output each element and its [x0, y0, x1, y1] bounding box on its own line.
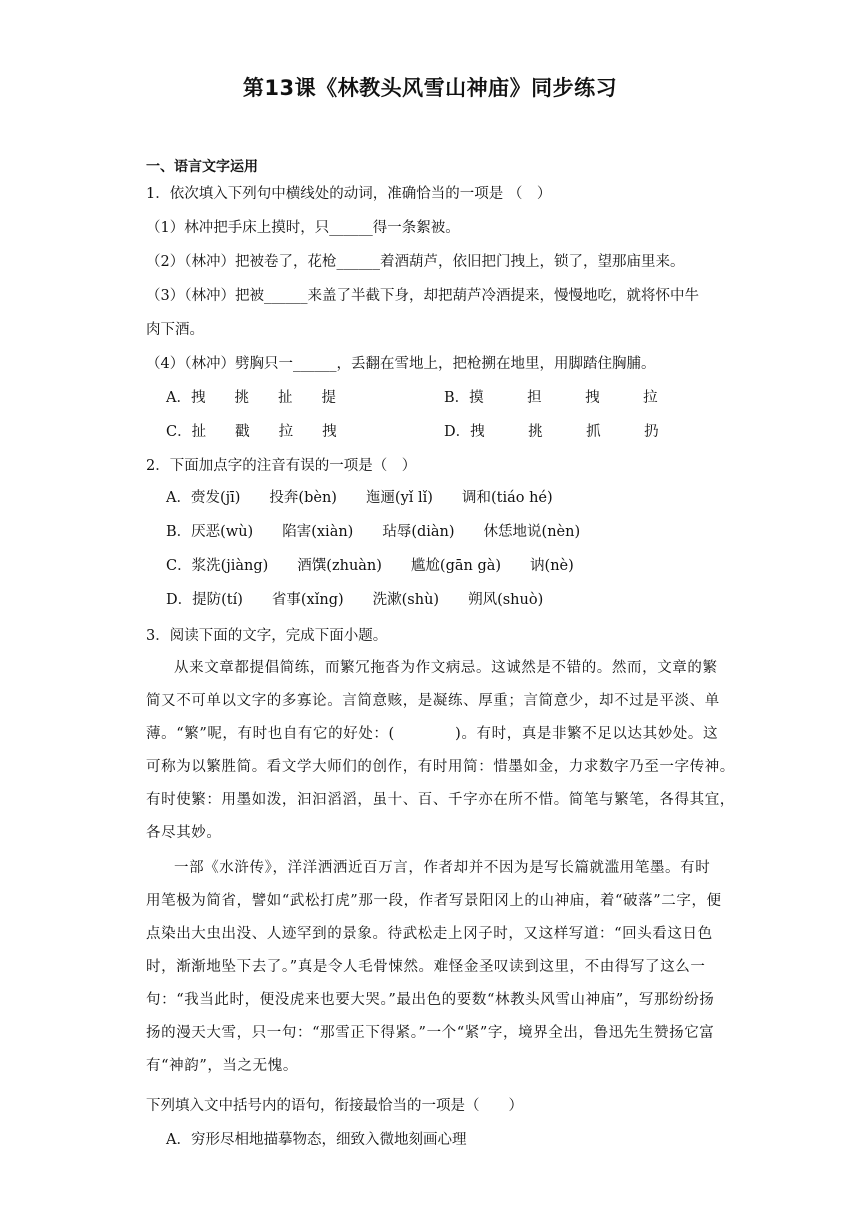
passage-line: 点染出大虫出没、人迹罕到的景象。待武松走上冈子时，又这样写道：“回头看这日色 [146, 926, 713, 942]
question-2-option-b: B．厌恶(wù) 陷害(xiàn) 玷辱(diàn) 休恁地说(nèn) [166, 524, 581, 540]
question-2-option-c: C．浆洗(jiàng) 酒馔(zhuàn) 尴尬(gān gà) 讷(nè) [166, 558, 574, 574]
question-1-option-d: D．拽 挑 抓 扔 [444, 424, 659, 440]
question-3-sub-stem: 下列填入文中括号内的语句，衔接最恰当的一项是（ ） [146, 1098, 523, 1114]
passage-line: 简又不可单以文字的多寡论。言简意赅，是凝练、厚重；言简意少，却不过是平淡、单 [146, 693, 720, 709]
section-heading: 一、语言文字运用 [146, 159, 258, 175]
question-1-stem: 1．依次填入下列句中横线处的动词，准确恰当的一项是 （ ） [146, 186, 552, 202]
passage-line: 从来文章都提倡简练，而繁冗拖沓为作文病忌。这诚然是不错的。然而，文章的繁 [174, 660, 718, 676]
passage-line: 可称为以繁胜简。看文学大师们的创作，有时用简：惜墨如金，力求数字乃至一字传神。 [146, 759, 735, 775]
passage-line: 用笔极为简省，譬如“武松打虎”那一段，作者写景阳冈上的山神庙，着“破落”二字，便 [146, 893, 722, 909]
question-2-option-a: A．赍发(jī) 投奔(bèn) 迤逦(yǐ lǐ) 调和(tiáo hé) [166, 490, 553, 506]
question-1-option-a: A．拽 挑 扯 提 [166, 390, 336, 406]
question-1-sentence-3-cont: 肉下酒。 [146, 322, 204, 338]
question-3-stem: 3．阅读下面的文字，完成下面小题。 [146, 628, 388, 644]
passage-line: 有时使繁：用墨如泼，汩汩滔滔，虽十、百、千字亦在所不惜。简笔与繁笔，各得其宜， [146, 792, 735, 808]
passage-line: 一部《水浒传》，洋洋洒洒近百万言，作者却并不因为是写长篇就滥用笔墨。有时 [174, 860, 711, 876]
question-1-sentence-4: （4）（林冲）劈胸只一______，丢翻在雪地上，把枪搠在地里，用脚踏住胸脯。 [146, 356, 656, 372]
question-1-option-c: C．扯 戳 拉 拽 [166, 424, 337, 440]
question-2-option-d: D．提防(tí) 省事(xǐng) 洗漱(shù) 朔风(shuò) [166, 592, 544, 608]
question-1-option-b: B．摸 担 拽 拉 [444, 390, 658, 406]
question-1-sentence-3: （3）（林冲）把被______来盖了半截下身，却把葫芦冷酒提来，慢慢地吃，就将怀中牛 [146, 288, 699, 304]
question-2-stem: 2．下面加点字的注音有误的一项是（ ） [146, 458, 417, 474]
passage-line: 各尽其妙。 [146, 825, 222, 841]
page-title: 第13课《林教头风雪山神庙》同步练习 [242, 76, 618, 100]
question-1-sentence-2: （2）（林冲）把被卷了，花枪______着酒葫芦，依旧把门拽上，锁了，望那庙里来。 [146, 254, 685, 270]
passage-line: 有“神韵”，当之无愧。 [146, 1058, 298, 1074]
passage-line: 扬的漫天大雪，只一句：“那雪正下得紧。”一个“紧”字，境界全出，鲁迅先生赞扬它富 [146, 1025, 715, 1041]
question-3-option-a: A．穷形尽相地描摹物态，细致入微地刻画心理 [166, 1132, 467, 1148]
passage-line: 时，渐渐地坠下去了。”真是令人毛骨悚然。难怪金圣叹读到这里，不由得写了这么一 [146, 959, 706, 975]
passage-line: 薄。“繁”呢，有时也自有它的好处：( )。有时，真是非繁不足以达其妙处。这 [146, 726, 719, 742]
passage-line: 句：“我当此时，便没虎来也要大哭。”最出色的要数“林教头风雪山神庙”，写那纷纷扬 [146, 992, 715, 1008]
question-1-sentence-1: （1）林冲把手床上摸时，只______得一条絮被。 [146, 220, 460, 236]
